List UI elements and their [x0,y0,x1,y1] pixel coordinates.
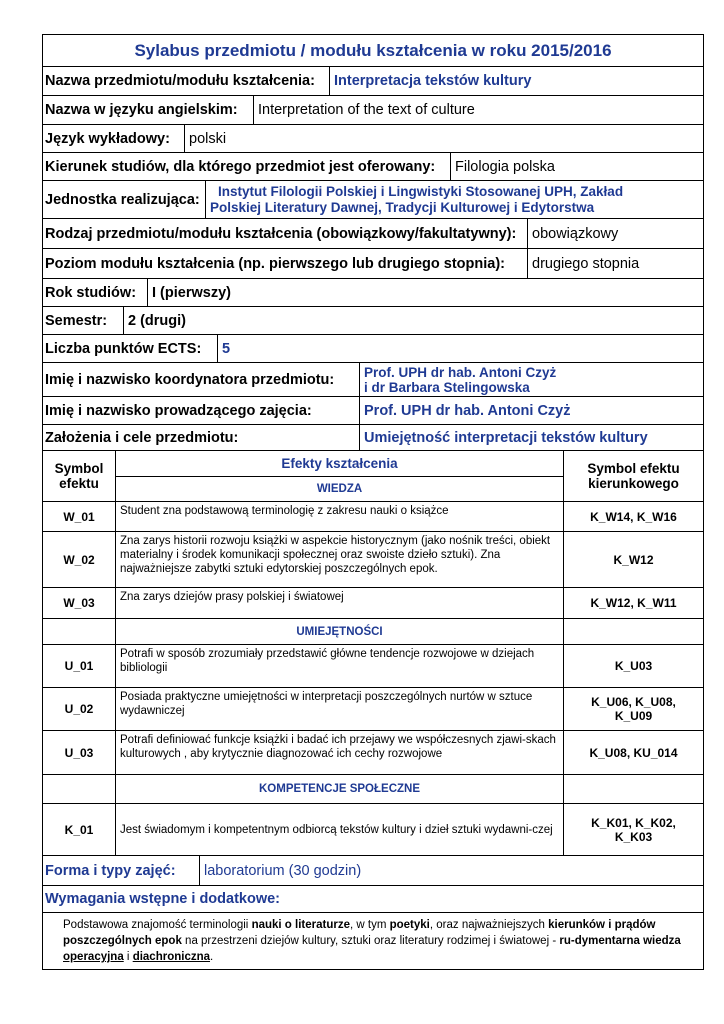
effect-row [43,588,703,619]
effect-code: U_02 [64,702,94,716]
teacher-value: Prof. UPH dr hab. Antoni Czyż [359,397,703,424]
level-label: Poziom modułu kształcenia (np. pierwszego lub drugiego stopnia): [45,255,505,272]
effect-code: W_03 [63,596,95,610]
req-text: Podstawowa znajomość terminologii [63,919,252,931]
effect-row [43,645,703,688]
semester-value: 2 (drugi) [123,307,703,334]
symbol-column-header: Symbol efektu [54,461,104,491]
effect-symbol [563,688,703,730]
ects-value: 5 [217,335,703,362]
semester-row [43,307,703,335]
year-label: Rok studiów: [45,284,137,301]
page-title: Sylabus przedmiotu / modułu kształcenia w roku 2015/2016 [134,40,612,60]
requirements-label-row [43,886,703,913]
unit-row [43,181,703,219]
effect-symbol: K_W12, K_W11 [563,588,703,618]
req-text: , oraz najważniejszych [429,919,549,931]
course-name-row [43,67,703,96]
effect-text: Potrafi w sposób zrozumiały przedstawić główne tendencje rozwojowe w dziejach bibliologii [115,645,563,687]
effect-row [43,502,703,532]
semester-label: Semestr: [45,312,108,329]
section-spacer [43,775,115,803]
teacher-label: Imię i nazwisko prowadzącego zajęcia: [45,402,312,419]
effect-code: W_01 [63,509,95,524]
year-row [43,279,703,307]
effect-row [43,804,703,856]
type-row [43,219,703,249]
language-label: Język wykładowy: [45,130,170,147]
effect-text: Student zna podstawową terminologię z zakresu nauki o książce [115,502,563,531]
req-bold: poetyki [389,919,430,931]
coordinator-line2: i dr Barbara Stelingowska [364,379,530,395]
requirements-label: Wymagania wstępne i dodatkowe: [45,891,281,907]
req-text: . [210,951,214,963]
effect-symbol [563,804,703,855]
unit-value-line2: Polskiej Literatury Dawnej, Tradycji Kulturowej i Edytorstwa [210,199,595,215]
requirements-body [43,913,703,969]
effect-code: K_01 [64,822,94,837]
coordinator-row [43,363,703,397]
coordinator-label: Imię i nazwisko koordynatora przedmiotu: [45,371,335,388]
req-bold-underlined: operacyjna [63,951,124,963]
coordinator-value [359,363,703,396]
type-value: obowiązkowy [527,219,703,248]
section-social: KOMPETENCJE SPOŁECZNE [115,775,563,803]
effect-text: Jest świadomym i kompetentnym odbiorcą tekstów kultury i dzieł sztuki wydawni-czej [115,804,563,855]
goals-row [43,425,703,451]
language-row [43,125,703,153]
effect-symbol-line2: K_U09 [614,709,653,723]
effect-text: Zna zarys dziejów prasy polskiej i światowej [115,588,563,618]
level-value: drugiego stopnia [527,249,703,278]
english-name-label: Nazwa w języku angielskim: [45,102,238,118]
effects-header-row [43,451,703,502]
unit-value [205,181,703,218]
effect-row [43,688,703,731]
effect-symbol-line1: K_U06, K_U08, [591,695,676,709]
req-bold: nauki o literaturze [251,919,350,931]
course-name-value: Interpretacja tekstów kultury [329,67,703,95]
effect-symbol: K_U03 [563,645,703,687]
effect-text: Zna zarys historii rozwoju książki w aspekcie historycznym (jako nośnik treści, obiekt materialny i środek komunikacji społecznej oraz swoiste dzieło sztuki). Zna najważniejsze zabytki sztuki edytorskiej poszczególnych epok. [115,532,563,587]
language-value: polski [184,125,703,152]
section-spacer [43,619,115,644]
section-skills: UMIEJĘTNOŚCI [115,619,563,644]
field-row [43,153,703,181]
english-name-row [43,96,703,125]
form-value: laboratorium (30 godzin) [199,856,703,885]
effects-title: Efekty kształcenia [116,451,563,477]
syllabus-table [42,34,704,970]
req-bold-underlined: diachroniczna [132,951,211,963]
year-value: I (pierwszy) [147,279,703,306]
type-label: Rodzaj przedmiotu/modułu kształcenia (obowiązkowy/fakultatywny): [45,225,517,242]
section-spacer [563,775,703,803]
field-value: Filologia polska [450,153,703,180]
course-name-label: Nazwa przedmiotu/modułu kształcenia: [45,73,315,89]
ects-label: Liczba punktów ECTS: [45,340,202,357]
effect-code: W_02 [63,552,95,567]
effect-text: Posiada praktyczne umiejętności w interpretacji poszczególnych nurtów w sztuce wydawniczej [115,688,563,730]
form-label: Forma i typy zajęć: [45,862,176,879]
section-row [43,619,703,645]
unit-label: Jednostka realizująca: [45,191,200,208]
section-row [43,775,703,804]
form-row [43,856,703,886]
effect-symbol: K_W12 [563,532,703,587]
effect-symbol: K_W14, K_W16 [563,502,703,531]
field-label: Kierunek studiów, dla którego przedmiot jest oferowany: [45,158,436,175]
req-bold: kierunków i prądów poszczególnych epok [63,919,656,947]
effect-symbol: K_U08, KU_014 [563,731,703,774]
goals-value: Umiejętność interpretacji tekstów kultury [359,425,703,450]
goals-label: Założenia i cele przedmiotu: [45,429,239,446]
section-spacer [563,619,703,644]
effect-row [43,731,703,775]
req-bold: ru-dymentarna wiedza [559,935,681,947]
teacher-row [43,397,703,425]
req-text: i [123,951,133,963]
coordinator-line1: Prof. UPH dr hab. Antoni Czyż [364,364,557,380]
requirements-text [43,913,703,969]
english-name-value: Interpretation of the text of culture [253,96,703,124]
effect-code: U_03 [64,745,94,760]
direction-column-header: Symbol efektu kierunkowego [563,451,703,501]
effect-text: Potrafi definiować funkcje książki i badać ich przejawy we współczesnych zjawi-skach kulturowych , aby krytycznie diagnozować ich cechy rozwojowe [115,731,563,774]
effect-code: U_01 [64,659,94,673]
ects-row [43,335,703,363]
title-row [43,35,703,67]
effect-symbol-line1: K_K01, K_K02, [591,815,676,830]
effects-column-header [115,451,563,501]
effect-row [43,532,703,588]
unit-value-line1: Instytut Filologii Polskiej i Lingwistyki Stosowanej UPH, Zakład [218,183,624,199]
section-knowledge: WIEDZA [316,482,363,495]
level-row [43,249,703,279]
req-text: na przestrzeni dziejów kultury, sztuki oraz literatury rodzimej i światowej - [181,935,560,947]
effect-symbol-line2: K_K03 [614,829,653,844]
req-text: , w tym [349,919,390,931]
